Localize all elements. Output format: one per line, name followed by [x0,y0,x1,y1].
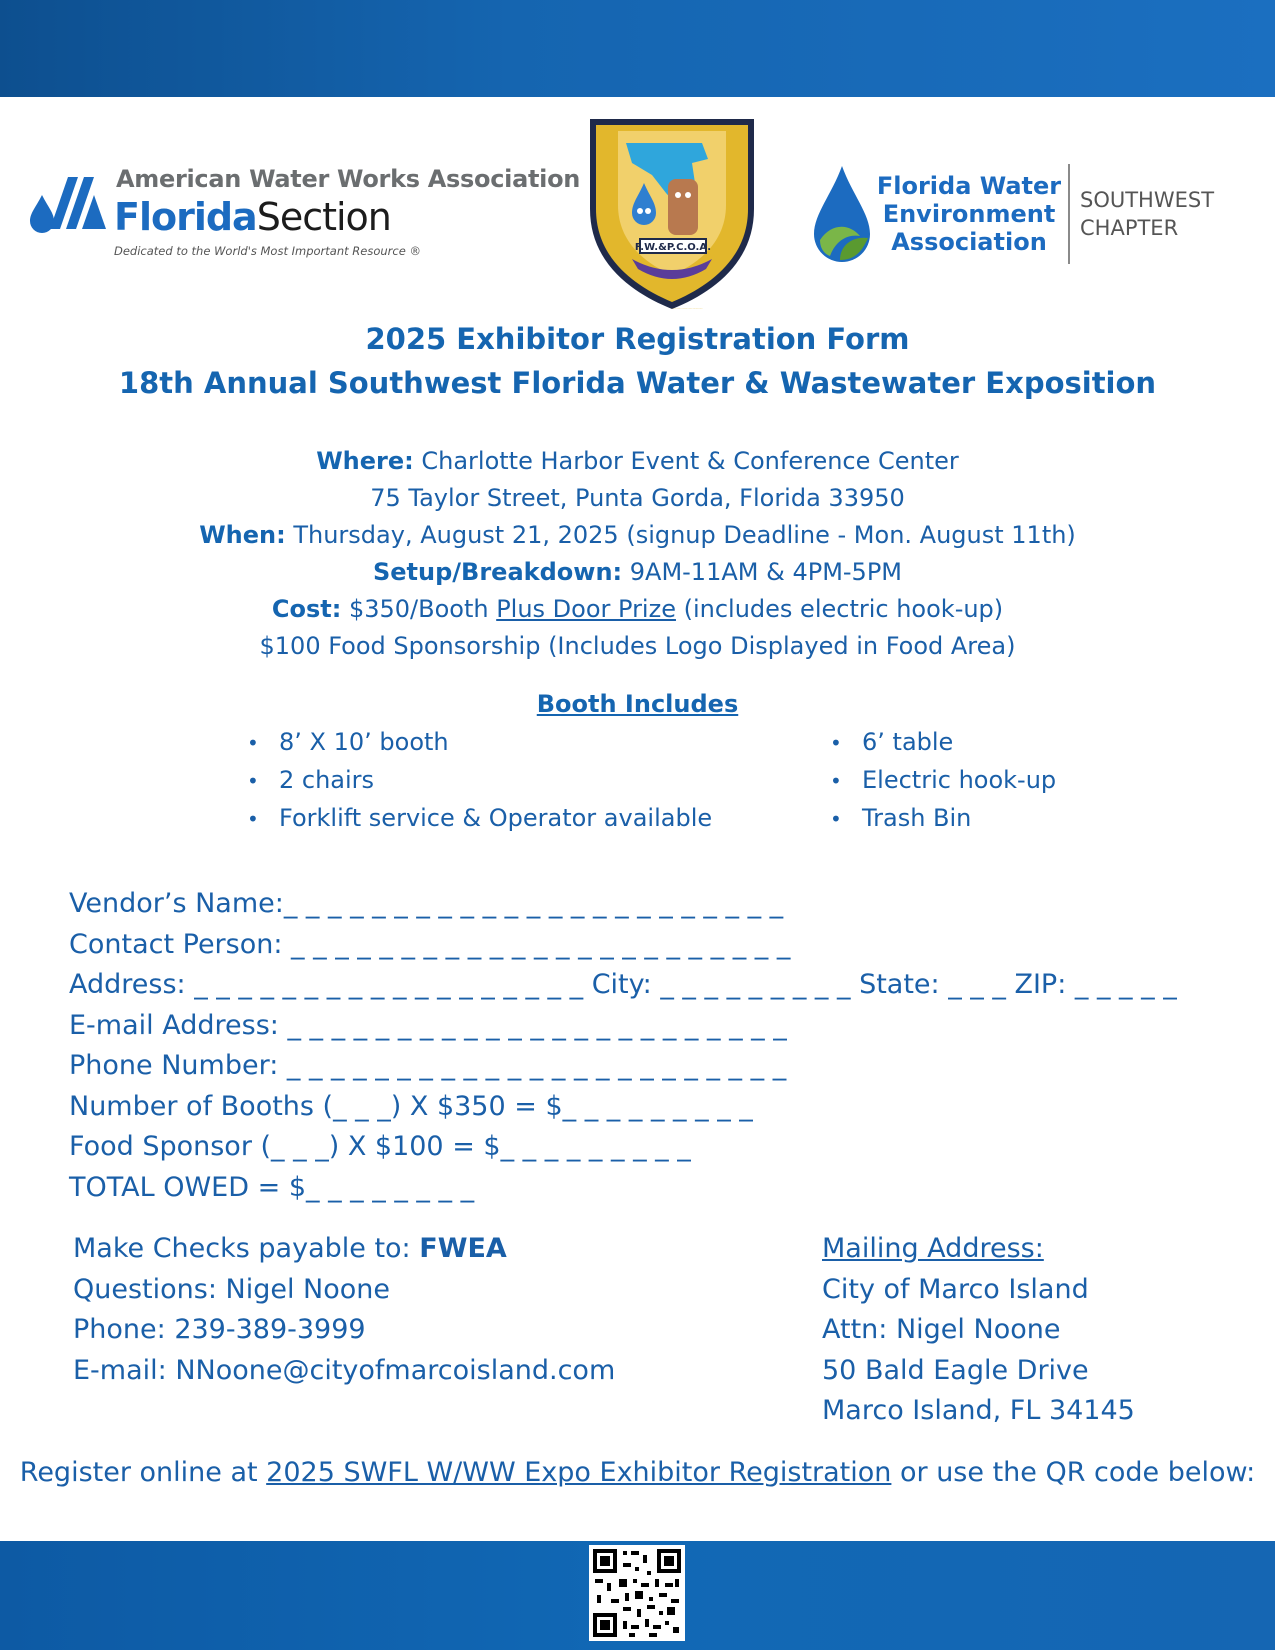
awwa-water-drop-icon [28,171,110,235]
setup-line: Setup/Breakdown: 9AM-11AM & 4PM-5PM [372,558,903,586]
contact-phone-line: Phone: 239-389-3999 [73,1314,366,1345]
top-banner [0,0,1275,97]
list-item: • Trash Bin [830,799,1056,837]
event-title: 18th Annual Southwest Florida Water & Wastewater Exposition [118,366,1157,400]
list-item: • 6’ table [830,723,1056,761]
mailing-address-heading: Mailing Address: [822,1233,1044,1264]
fwea-chapter: SOUTHWEST CHAPTER [1080,188,1215,240]
svg-text:F.W.&P.C.O.A.: F.W.&P.C.O.A. [634,242,712,253]
list-item: • Electric hook-up [830,761,1056,799]
booth-includes-heading: Booth Includes [536,690,739,718]
questions-line: Questions: Nigel Noone [73,1273,390,1305]
registration-link[interactable]: 2025 SWFL W/WW Expo Exhibitor Registration [266,1457,892,1488]
shield-icon [582,113,762,313]
where-line: Where: Charlotte Harbor Event & Conference Center [316,447,959,475]
payment-info [73,1229,615,1391]
food-sponsorship-line: $100 Food Sponsorship (Includes Logo Displayed in Food Area) [259,632,1016,660]
fwea-southwest-logo [810,160,1230,270]
mailing-line: Marco Island, FL 34145 [822,1395,1135,1426]
total-owed-field[interactable]: TOTAL OWED = $_ _ _ _ _ _ _ _ [69,1171,475,1203]
mailing-line: 50 Bald Eagle Drive [822,1354,1089,1386]
water-drop-leaf-icon [810,164,874,270]
list-item: • 8’ X 10’ booth [247,723,712,761]
awwa-florida-section-logo [28,165,581,265]
fwpcoa-shield-logo [582,113,762,313]
contact-email-line: E-mail: NNoone@cityofmarcoisland.com [73,1354,616,1386]
mailing-address [822,1229,1135,1432]
fwpcoa-ring-text: FLORIDA WATER & POLLUTION CONTROL OPERATORS ASSOC. [672,309,703,310]
fwea-name: Florida Water Environment Association [876,172,1062,256]
qr-code-icon[interactable] [589,1545,685,1641]
checks-payable-line: Make Checks payable to: FWEA [73,1233,507,1264]
address-field[interactable]: Address: _ _ _ _ _ _ _ _ _ _ _ _ _ _ _ _ _ _ City: _ _ _ _ _ _ _ _ _ State: _ _ _ ZIP: _ _ _ _ _ [69,969,1177,1000]
mailing-line: City of Marco Island [822,1273,1089,1305]
list-item: • Forklift service & Operator available [247,799,712,837]
phone-field[interactable]: Phone Number: _ _ _ _ _ _ _ _ _ _ _ _ _ _ _ _ _ _ _ _ _ _ _ [69,1050,787,1081]
booth-list-left [247,723,712,837]
awwa-tagline: Dedicated to the World's Most Important Resource ® [114,244,421,258]
mailing-line: Attn: Nigel Noone [822,1314,1061,1345]
cost-line: Cost: $350/Booth Plus Door Prize (includes electric hook-up) [271,595,1004,623]
vendor-name-field[interactable]: Vendor’s Name:_ _ _ _ _ _ _ _ _ _ _ _ _ _ _ _ _ _ _ _ _ _ _ [69,888,784,919]
form-title: 2025 Exhibitor Registration Form [365,322,910,356]
email-field[interactable]: E-mail Address: _ _ _ _ _ _ _ _ _ _ _ _ _ _ _ _ _ _ _ _ _ _ _ [69,1009,787,1041]
registration-fields [69,884,1177,1208]
logo-divider [1068,164,1070,264]
awwa-section: FloridaSection [114,195,391,239]
register-online-text: Register online at 2025 SWFL W/WW Expo Exhibitor Registration or use the QR code below: [19,1457,1256,1488]
awwa-name: American Water Works Association [116,165,581,193]
food-sponsor-field[interactable]: Food Sponsor (_ _ _) X $100 = $_ _ _ _ _ _ _ _ _ [69,1131,691,1162]
list-item: • 2 chairs [247,761,712,799]
contact-person-field[interactable]: Contact Person: _ _ _ _ _ _ _ _ _ _ _ _ _ _ _ _ _ _ _ _ _ _ _ [69,928,791,960]
address-line: 75 Taylor Street, Punta Gorda, Florida 33950 [370,484,905,512]
booth-list-right [830,723,1056,837]
booth-count-field[interactable]: Number of Booths (_ _ _) X $350 = $_ _ _ _ _ _ _ _ _ [69,1090,753,1122]
when-line: When: Thursday, August 21, 2025 (signup Deadline - Mon. August 11th) [199,521,1076,549]
